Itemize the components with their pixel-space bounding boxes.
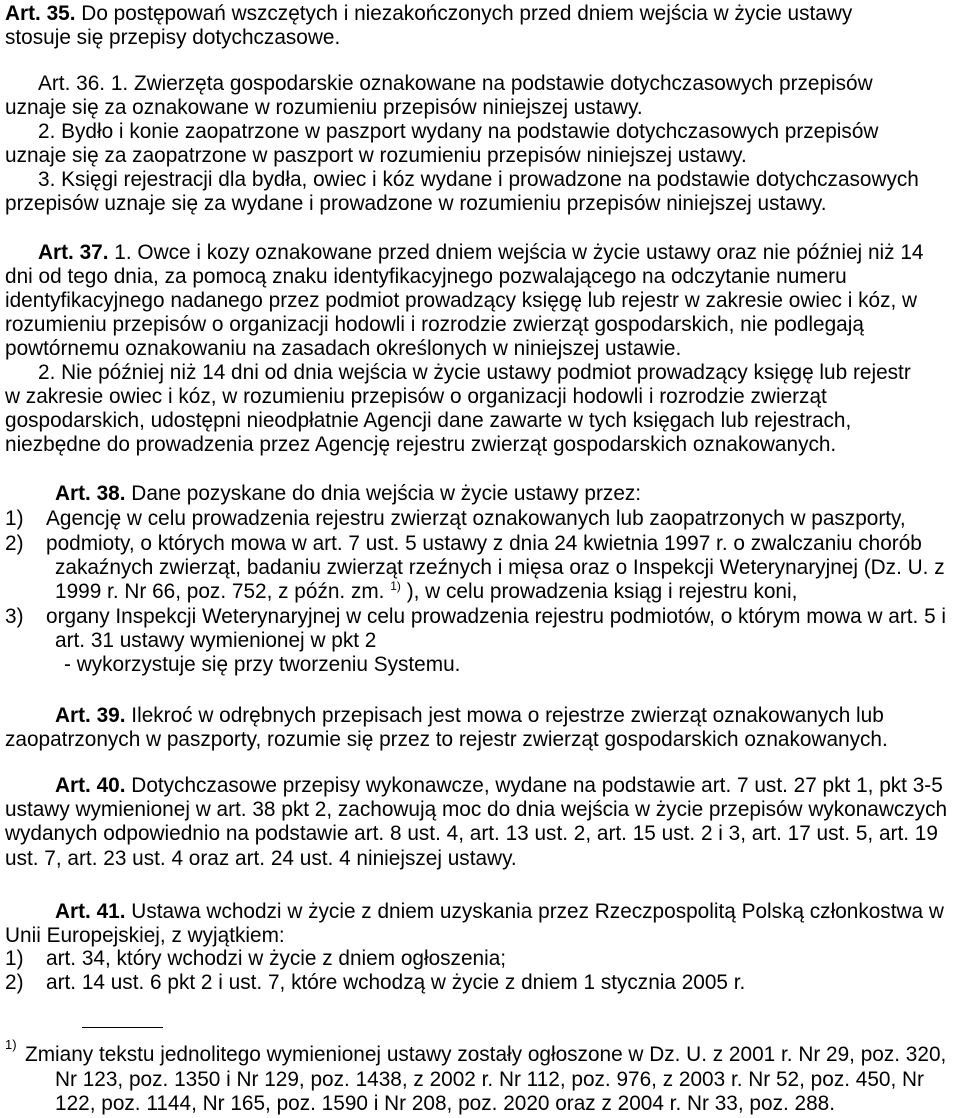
article-text: niezbędne do prowadzenia przez Agencję rejestru zwierząt gospodarskich oznakowanych. [5,433,837,456]
article-40-line [5,822,938,846]
article-text: ustawy wymienionej w art. 38 pkt 2, zachowują moc do dnia wejścia w życie przepisów wykonawczych [5,798,948,821]
list-marker: 2) [5,532,24,555]
footnote-marker: 1) [5,1037,17,1052]
footnote-line [55,1068,924,1092]
article-39-line [5,728,888,752]
article-text: rozumieniu przepisów o organizacji hodowli i rozrodzie zwierząt gospodarskich, nie podlegają [5,313,864,336]
article-40-line [5,847,517,871]
article-35-label: Art. 35. [5,2,76,25]
list-item-text: art. 14 ust. 6 pkt 2 i ust. 7, które wchodzą w życie z dniem 1 stycznia 2005 r. [46,971,746,994]
article-39-label: Art. 39. [55,704,126,727]
article-37-line [38,361,911,385]
article-40-line [55,774,943,798]
article-37-line [5,409,851,433]
article-37-line [5,385,827,409]
article-text: powtórnemu oznakowaniu na zasadach określonych w niniejszej ustawie. [5,337,682,360]
article-38-outro [64,653,460,677]
list-item-line [46,605,946,629]
article-36-line [5,144,747,168]
article-37-line [5,433,836,457]
article-text: wydanych odpowiednio na podstawie art. 8 ust. 4, art. 13 ust. 2, art. 15 ust. 2 i 3, art. 17 ust. 5, art. 19 [5,822,938,845]
article-41-label: Art. 41. [55,900,126,923]
article-text: stosuje się przepisy dotychczasowe. [5,26,341,49]
article-text: przepisów uznaje się za wydane i prowadzone w rozumieniu przepisów niniejszej ustawy. [5,192,827,215]
list-item-text: ), w celu prowadzenia ksiąg i rejestru koni, [406,580,798,603]
article-text: uznaje się za zaopatrzone w paszport w rozumieniu przepisów niniejszej ustawy. [5,144,747,167]
article-text: Do postępowań wszczętych i niezakończonych przed dniem wejścia w życie ustawy [81,2,853,25]
list-marker: 1) [5,947,24,970]
list-item-text: organy Inspekcji Weterynaryjnej w celu prowadzenia rejestru podmiotów, o którym mowa w art. 5 i [46,605,947,628]
footnote-text: 122, poz. 1144, Nr 165, poz. 1590 i Nr 208, poz. 2020 oraz z 2004 r. Nr 33, poz. 288. [55,1092,835,1115]
article-37-line [5,289,917,313]
article-text: uznaje się za oznakowane w rozumieniu przepisów niniejszej ustawy. [5,96,643,119]
article-text: Dane pozyskane do dnia wejścia w życie ustawy przez: [131,482,642,505]
footnote-line [55,1092,835,1116]
list-item-text: zakaźnych zwierząt, badaniu zwierząt rzeźnych i mięsa oraz o Inspekcji Weterynaryjnej (Dz. U. z [55,556,945,579]
article-41-line [55,900,944,924]
list-item-line [55,629,376,653]
footnote-text: Nr 123, poz. 1350 i Nr 129, poz. 1438, z 2002 r. Nr 112, poz. 976, z 2003 r. Nr 52, poz. 450, Nr [55,1068,924,1091]
article-37-line [5,337,681,361]
article-38-line [55,482,641,506]
footnote-text: Zmiany tekstu jednolitego wymienionej ustawy zostały ogłoszone w Dz. U. z 2001 r. Nr 29, poz. 320, [25,1043,947,1066]
list-item-text: podmioty, o których mowa w art. 7 ust. 5 ustawy z dnia 24 kwietnia 1997 r. o zwalczaniu chorób [46,532,922,555]
article-37-label: Art. 37. [38,241,109,264]
list-item-line [46,532,922,556]
footnote-reference: 1) [390,579,401,593]
article-36-line [38,120,878,144]
article-38-label: Art. 38. [55,482,126,505]
article-text: Dotychczasowe przepisy wykonawcze, wydane na podstawie art. 7 ust. 27 pkt 1, pkt 3-5 [131,774,943,797]
list-item-line [46,947,506,971]
footnote-line [25,1043,946,1067]
article-text: 2. Bydło i konie zaopatrzone w paszport wydany na podstawie dotychczasowych przepisów [38,120,879,143]
list-marker: 2) [5,971,24,994]
article-text: 2. Nie później niż 14 dni od dnia wejścia w życie ustawy podmiot prowadzący księgę lub rejestr [38,361,911,384]
article-37-line [38,241,923,265]
article-text: - wykorzystuje się przy tworzeniu Systemu. [64,653,461,676]
list-item-line [46,507,906,531]
article-37-line [5,313,864,337]
article-36-line [38,72,873,96]
article-text: dni od tego dnia, za pomocą znaku identyfikacyjnego pozwalającego na odczytanie numeru [5,265,847,288]
article-36-line [5,96,643,120]
article-text: zaopatrzonych w paszporty, rozumie się przez to rejestr zwierząt gospodarskich oznakowanych. [5,728,888,751]
list-marker: 3) [5,605,24,628]
article-41-line [5,924,285,948]
article-text: 3. Księgi rejestracji dla bydła, owiec i kóz wydane i prowadzone na podstawie dotychczasowych [38,168,919,191]
list-item-text: 1999 r. Nr 66, poz. 752, z późn. zm. [55,580,385,603]
article-36-label: Art. 36. [38,72,106,95]
list-item-text: Agencję w celu prowadzenia rejestru zwierząt oznakowanych lub zaopatrzonych w paszporty, [46,507,906,530]
list-item-text: art. 31 ustawy wymienionej w pkt 2 [55,629,377,652]
article-text: Ustawa wchodzi w życie z dniem uzyskania przez Rzeczpospolitą Polską członkostwa w [131,900,944,923]
article-35-line [5,2,852,26]
article-text: 1. Owce i kozy oznakowane przed dniem wejścia w życie ustawy oraz nie później niż 14 [114,241,924,264]
article-36-line [5,192,827,216]
list-marker: 1) [5,507,24,530]
footnote-separator [82,1027,163,1028]
list-item-line [46,971,745,995]
article-text: Ilekroć w odrębnych przepisach jest mowa o rejestrze zwierząt oznakowanych lub [131,704,884,727]
article-35-line [5,26,340,50]
article-36-line [38,168,919,192]
list-item-line [55,556,945,580]
list-item-line [55,580,797,604]
article-text: w zakresie owiec i kóz, w rozumieniu przepisów o organizacji hodowli i rozrodzie zwierząt [5,385,827,408]
article-40-line [5,798,947,822]
article-39-line [55,704,884,728]
list-item-text: art. 34, który wchodzi w życie z dniem ogłoszenia; [46,947,507,970]
article-37-line [5,265,847,289]
article-text: identyfikacyjnego nadanego przez podmiot prowadzący księgę lub rejestr w zakresie owiec i kóz, w [5,289,918,312]
article-text: 1. Zwierzęta gospodarskie oznakowane na podstawie dotychczasowych przepisów [110,72,873,95]
article-40-label: Art. 40. [55,774,126,797]
article-text: ust. 7, art. 23 ust. 4 oraz art. 24 ust. 4 niniejszej ustawy. [5,847,517,870]
article-text: gospodarskich, udostępni nieodpłatnie Agencji dane zawarte w tych księgach lub rejestrach, [5,409,852,432]
article-text: Unii Europejskiej, z wyjątkiem: [5,924,285,947]
